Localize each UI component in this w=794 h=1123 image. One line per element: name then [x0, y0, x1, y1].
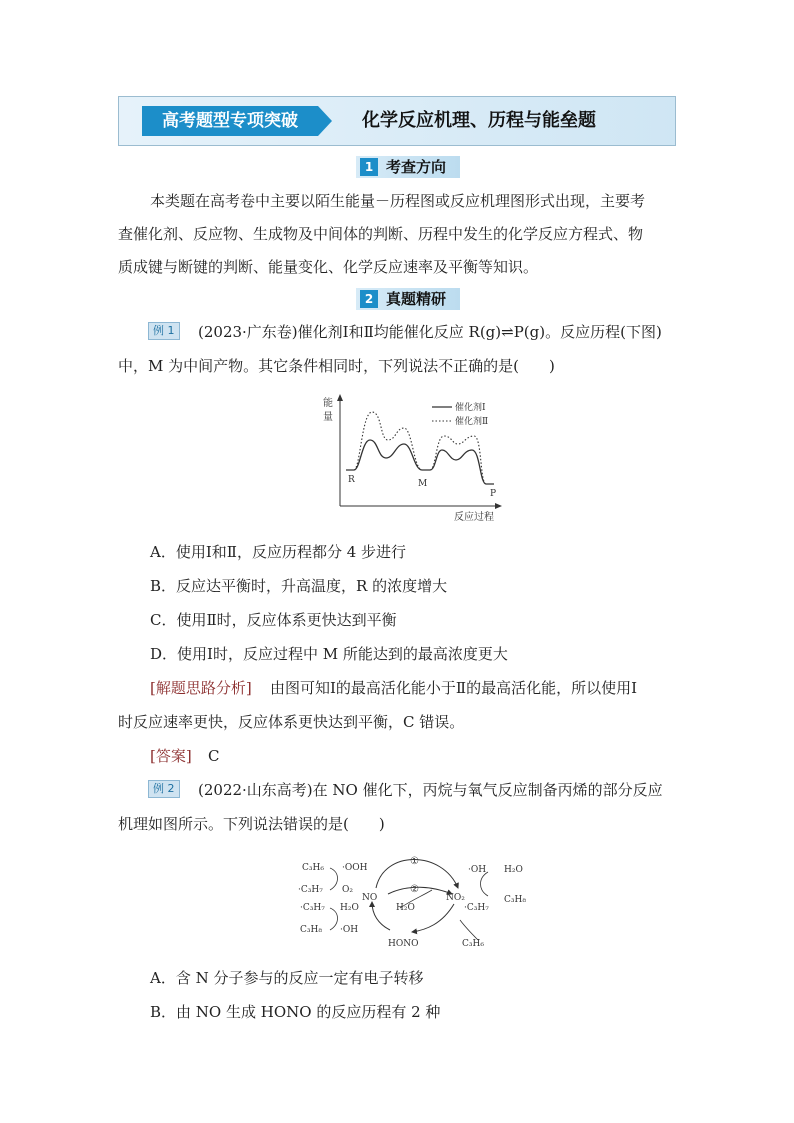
- analysis-line-2: 时反应速率更快，反应体系更快达到平衡，C 错误。: [118, 713, 465, 731]
- species-c3h7-left: ·C₃H₇: [298, 885, 323, 895]
- species-h2o-middle: H₂O: [396, 903, 415, 913]
- mechanism-figure: [292, 848, 530, 952]
- example2-stem-line-2: 机理如图所示。下列说法错误的是( ): [118, 815, 385, 833]
- hook-right-bottom: [460, 920, 478, 940]
- cycle-arc-2: [388, 887, 452, 894]
- title-banner: [118, 96, 676, 146]
- label-p: P: [490, 489, 497, 499]
- species-c3h8-left: C₃H₈: [300, 925, 322, 935]
- banner-tag: 高考题型专项突破: [142, 106, 318, 136]
- example-badge-2: 例 2: [148, 780, 180, 798]
- banner-frame: [118, 96, 676, 146]
- section-label: 真题精研: [386, 290, 447, 308]
- hook-right-top: [481, 872, 489, 896]
- legend-label-1: 催化剂Ⅰ: [455, 403, 486, 413]
- curve-catalyst-1: [346, 440, 494, 484]
- example1-stem-line-2: 中，M 为中间产物。其它条件相同时，下列说法不正确的是( ): [118, 357, 555, 375]
- species-oh-left: ·OH: [340, 925, 359, 935]
- section-heading-2: [356, 288, 466, 310]
- example1-option-a: A．使用Ⅰ和Ⅱ，反应历程都分 4 步进行: [150, 543, 407, 561]
- cycle-arc-4: [372, 902, 390, 930]
- pathway-1-label: ①: [410, 856, 419, 867]
- species-ooh: ·OOH: [342, 863, 368, 873]
- species-o2: O₂: [342, 885, 353, 895]
- x-axis-arrow-icon: [495, 503, 502, 509]
- species-h2o-right: H₂O: [504, 865, 523, 875]
- species-c3h8-right: C₃H₈: [504, 895, 526, 905]
- example-badge-1: 例 1: [148, 322, 180, 340]
- example1-option-d: D．使用Ⅰ时，反应过程中 M 所能达到的最高浓度更大: [150, 645, 508, 663]
- label-m: M: [418, 479, 428, 489]
- energy-profile-figure: [318, 392, 504, 524]
- intro-line-1: 本类题在高考卷中主要以陌生能量－历程图或反应机理图形式出现，主要考: [150, 192, 646, 210]
- analysis-line-1: 由图可知Ⅰ的最高活化能小于Ⅱ的最高活化能，所以使用Ⅰ: [270, 679, 638, 697]
- section-number: 2: [360, 290, 378, 308]
- species-oh-right: ·OH: [468, 865, 487, 875]
- species-c3h7-left2: ·C₃H₇: [300, 903, 325, 913]
- species-c3h6-bottom: C₃H₆: [462, 939, 484, 949]
- species-no2: NO₂: [446, 893, 465, 903]
- analysis-label: [解题思路分析]: [150, 679, 252, 697]
- species-c3h7-right: ·C₃H₇: [464, 903, 489, 913]
- cycle-arc-3: [412, 904, 454, 932]
- hook-left-bottom: [330, 908, 338, 930]
- example1-stem-line-1: (2023·广东卷)催化剂Ⅰ和Ⅱ均能催化反应 R(g)⇌P(g)。反应历程(下图): [198, 323, 662, 341]
- y-axis-label-char2: 量: [323, 412, 333, 423]
- hook-left-top: [330, 868, 338, 890]
- section-heading-1: [356, 156, 466, 178]
- pathway-2-label: ②: [410, 884, 419, 895]
- example1-option-c: C．使用Ⅱ时，反应体系更快达到平衡: [150, 611, 397, 629]
- species-h2o-left: H₂O: [340, 903, 359, 913]
- answer-label: [答案]: [150, 747, 192, 765]
- legend-label-2: 催化剂Ⅱ: [455, 417, 489, 427]
- example2-stem-line-1: (2022·山东高考)在 NO 催化下，丙烷与氧气反应制备丙烯的部分反应: [198, 781, 663, 799]
- y-axis-label-char1: 能: [323, 398, 333, 409]
- answer-value: C: [208, 747, 220, 765]
- y-axis-arrow-icon: [337, 394, 343, 401]
- intro-line-3: 质成键与断键的判断、能量变化、化学反应速率及平衡等知识。: [118, 258, 539, 276]
- species-no: NO: [362, 893, 378, 903]
- example1-option-b: B．反应达平衡时，升高温度，R 的浓度增大: [150, 577, 448, 595]
- intro-line-2: 查催化剂、反应物、生成物及中间体的判断、历程中发生的化学反应方程式、物: [118, 225, 644, 243]
- banner-title: 化学反应机理、历程与能垒题: [362, 110, 596, 131]
- example2-option-b: B．由 NO 生成 HONO 的反应历程有 2 种: [150, 1003, 441, 1021]
- species-c3h6-top: C₃H₆: [302, 863, 324, 873]
- label-r: R: [348, 475, 355, 485]
- example2-option-a: A．含 N 分子参与的反应一定有电子转移: [150, 969, 424, 987]
- section-number: 1: [360, 158, 378, 176]
- x-axis-label: 反应过程: [454, 512, 494, 523]
- species-hono: HONO: [388, 939, 419, 949]
- section-label: 考查方向: [386, 158, 447, 176]
